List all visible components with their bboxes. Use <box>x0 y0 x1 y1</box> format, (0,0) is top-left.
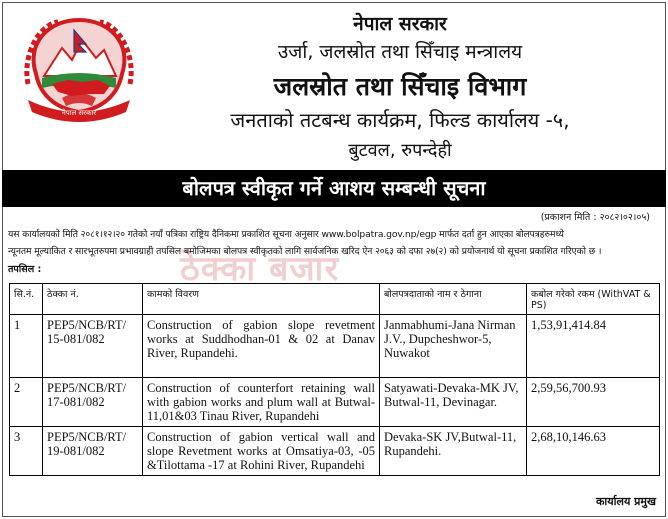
cell-bidder: Devaka-SK JV,Butwal-11, Rupandehi. <box>380 427 527 476</box>
notice-paragraph-line-1: यस कार्यालयको मिति २०८१।१२।२० गतेको नयाँ पत्रिका राष्ट्रिय दैनिकमा प्रकाशित सूचना अनुसार www.bolpatra.gov.np/egp मार्फत दर्ता हुन आएका बोलपत्रहरुमध्ये <box>8 229 564 240</box>
nepal-emblem-icon <box>18 14 140 126</box>
notice-paragraph-line-2: न्यूनतम मूल्याकित र सारभूतरुपमा प्रभावग्राही तपसिल बमोजिमका बोलपत्र स्वीकृतको लागि सार्वजनिक खरिद ऐन २०६३ को दफा २७(२) को प्रयोजनार्थ यो सूचना प्रकाशित गरिएको छ । <box>8 246 602 257</box>
ministry-name: उर्जा, जलस्रोत तथा सिँचाइ मन्त्रालय <box>277 41 523 63</box>
table-row <box>10 315 660 378</box>
header-sn: सि.नं. <box>10 284 43 315</box>
bid-table <box>9 283 660 476</box>
details-label: तपसिल : <box>8 264 42 275</box>
cell-contract-no: PEP5/NCB/RT/ 15-081/082 <box>43 315 143 378</box>
table-row <box>10 427 660 476</box>
cell-contract-no: PEP5/NCB/RT/ 17-081/082 <box>43 378 143 427</box>
notice-title-banner: बोलपत्र स्वीकृत गर्ने आशय सम्बन्धी सूचना <box>2 170 666 207</box>
cell-contract-no: PEP5/NCB/RT/ 19-081/082 <box>43 427 143 476</box>
government-name: नेपाल सरकार <box>353 13 447 35</box>
table-row <box>10 378 660 427</box>
cell-description: Construction of gabion slope revetment works at Suddhodhan-01 & 02 at Danav River, Rupandehi. <box>143 315 380 378</box>
table-header-row <box>10 284 660 315</box>
office-location: बुटवल, रुपन्देही <box>348 140 452 161</box>
office-name: जनताको तटबन्ध कार्यक्रम, फिल्ड कार्यालय -५, <box>230 108 570 132</box>
cell-description: Construction of counterfort retaining wall with gabion works and plum wall at Butwal-11,01&03 Tinau River, Rupandehi <box>143 378 380 427</box>
header-description: कामको विवरण <box>143 284 380 315</box>
cell-sn: 2 <box>10 378 43 427</box>
cell-description: Construction of gabion vertical wall and slope Revetment works at Omsatiya-03, -05 &Tilottama -17 at Rohini River, Rupandehi <box>143 427 380 476</box>
department-name: जलस्रोत तथा सिँचाइ विभाग <box>273 72 527 101</box>
header-contract-no: ठेक्का नं. <box>43 284 143 315</box>
cell-bidder: Janmabhumi-Jana Nirman J.V., Dupcheshwor-5, Nuwakot <box>380 315 527 378</box>
cell-amount: 2,68,10,146.63 <box>527 427 660 476</box>
cell-amount: 1,53,91,414.84 <box>527 315 660 378</box>
cell-amount: 2,59,56,700.93 <box>527 378 660 427</box>
emblem-caption: नेपाल सरकार <box>61 109 97 117</box>
cell-sn: 3 <box>10 427 43 476</box>
header-bidder: बोलपत्रदाताको नाम र ठेगाना <box>380 284 527 315</box>
watermark: ठेक्का बजार <box>180 249 340 289</box>
office-head-signature: कार्यालय प्रमुख <box>595 495 656 508</box>
cell-sn: 1 <box>10 315 43 378</box>
publish-date: (प्रकाशन मिति : २०८२।०२।०५) <box>540 212 650 223</box>
header-amount: कबोल गरेको रकम (WithVAT & PS) <box>527 284 660 315</box>
cell-bidder: Satyawati-Devaka-MK JV, Butwal-11, Devinagar. <box>380 378 527 427</box>
